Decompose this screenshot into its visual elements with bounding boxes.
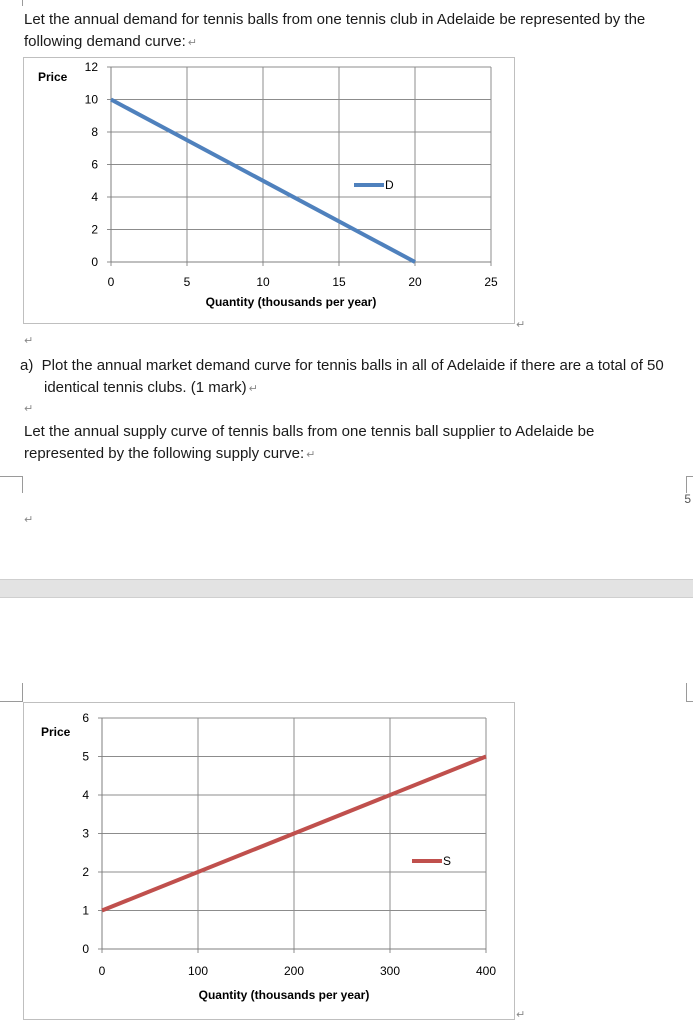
y-tick-label: 0 [82, 942, 89, 956]
paragraph-mark: ↵ [24, 403, 34, 415]
y-tick-label: 1 [82, 903, 89, 918]
x-tick-label: 0 [98, 964, 106, 978]
crop-mark [686, 683, 693, 702]
x-tick-label: 200 [283, 964, 305, 978]
demand-chart [23, 57, 515, 324]
x-tick-label: 300 [379, 964, 401, 978]
paragraph-mark: ↵ [187, 37, 197, 49]
paragraph-mark: ↵ [306, 449, 316, 461]
y-axis-title: Price [38, 70, 68, 84]
crop-mark [686, 476, 693, 493]
x-tick-label: 400 [475, 964, 497, 978]
paragraph-mark: ↵ [24, 335, 34, 347]
crop-mark [22, 0, 24, 6]
paragraph-mark: ↵ [516, 1009, 526, 1021]
x-tick-label: 5 [183, 275, 191, 289]
y-tick-label: 10 [84, 92, 98, 107]
x-tick-label: 100 [187, 964, 209, 978]
question-a [20, 355, 693, 400]
y-tick-label: 12 [84, 60, 98, 74]
x-axis-title: Quantity (thousands per year) [205, 295, 377, 309]
y-tick-label: 0 [91, 255, 98, 269]
y-tick-label: 4 [82, 788, 89, 802]
intro-text: Let the annual demand for tennis balls from one tennis club in Adelaide be represented by the following demand curve: [24, 11, 646, 50]
supply-intro-paragraph [24, 421, 664, 466]
y-tick-label: 6 [91, 157, 98, 172]
crop-mark [0, 683, 23, 702]
paragraph-mark: ↵ [516, 319, 526, 331]
y-tick-label: 2 [91, 222, 98, 237]
supply-chart-svg [24, 703, 514, 1019]
y-tick-label: 5 [82, 749, 89, 764]
x-tick-label: 10 [256, 275, 270, 289]
demand-chart-svg [24, 58, 514, 323]
legend-label: S [443, 854, 452, 868]
page-break [0, 579, 693, 598]
y-tick-label: 6 [82, 711, 89, 725]
y-axis-title: Price [41, 725, 71, 739]
legend-label: D [385, 178, 394, 192]
paragraph-mark: ↵ [248, 383, 258, 395]
intro-paragraph [24, 9, 674, 54]
x-tick-label: 15 [332, 275, 346, 289]
y-tick-label: 8 [91, 125, 98, 139]
crop-mark [0, 476, 23, 493]
y-tick-label: 2 [82, 865, 89, 879]
x-tick-label: 25 [484, 275, 498, 289]
paragraph-mark: ↵ [24, 514, 34, 526]
x-tick-label: 20 [408, 275, 422, 289]
x-tick-label: 0 [107, 275, 115, 289]
x-axis-title: Quantity (thousands per year) [198, 988, 370, 1002]
supply-chart [23, 702, 515, 1020]
y-tick-label: 3 [82, 826, 89, 841]
y-tick-label: 4 [91, 190, 98, 204]
supply-intro-text: Let the annual supply curve of tennis balls from one tennis ball supplier to Adelaide be represented by the following supply curve: [24, 423, 595, 462]
side-page-number: 5 [684, 492, 691, 506]
question-a-text: a) Plot the annual market demand curve for tennis balls in all of Adelaide if there are a total of 50 identical tennis clubs. (1 mark) [20, 357, 664, 396]
